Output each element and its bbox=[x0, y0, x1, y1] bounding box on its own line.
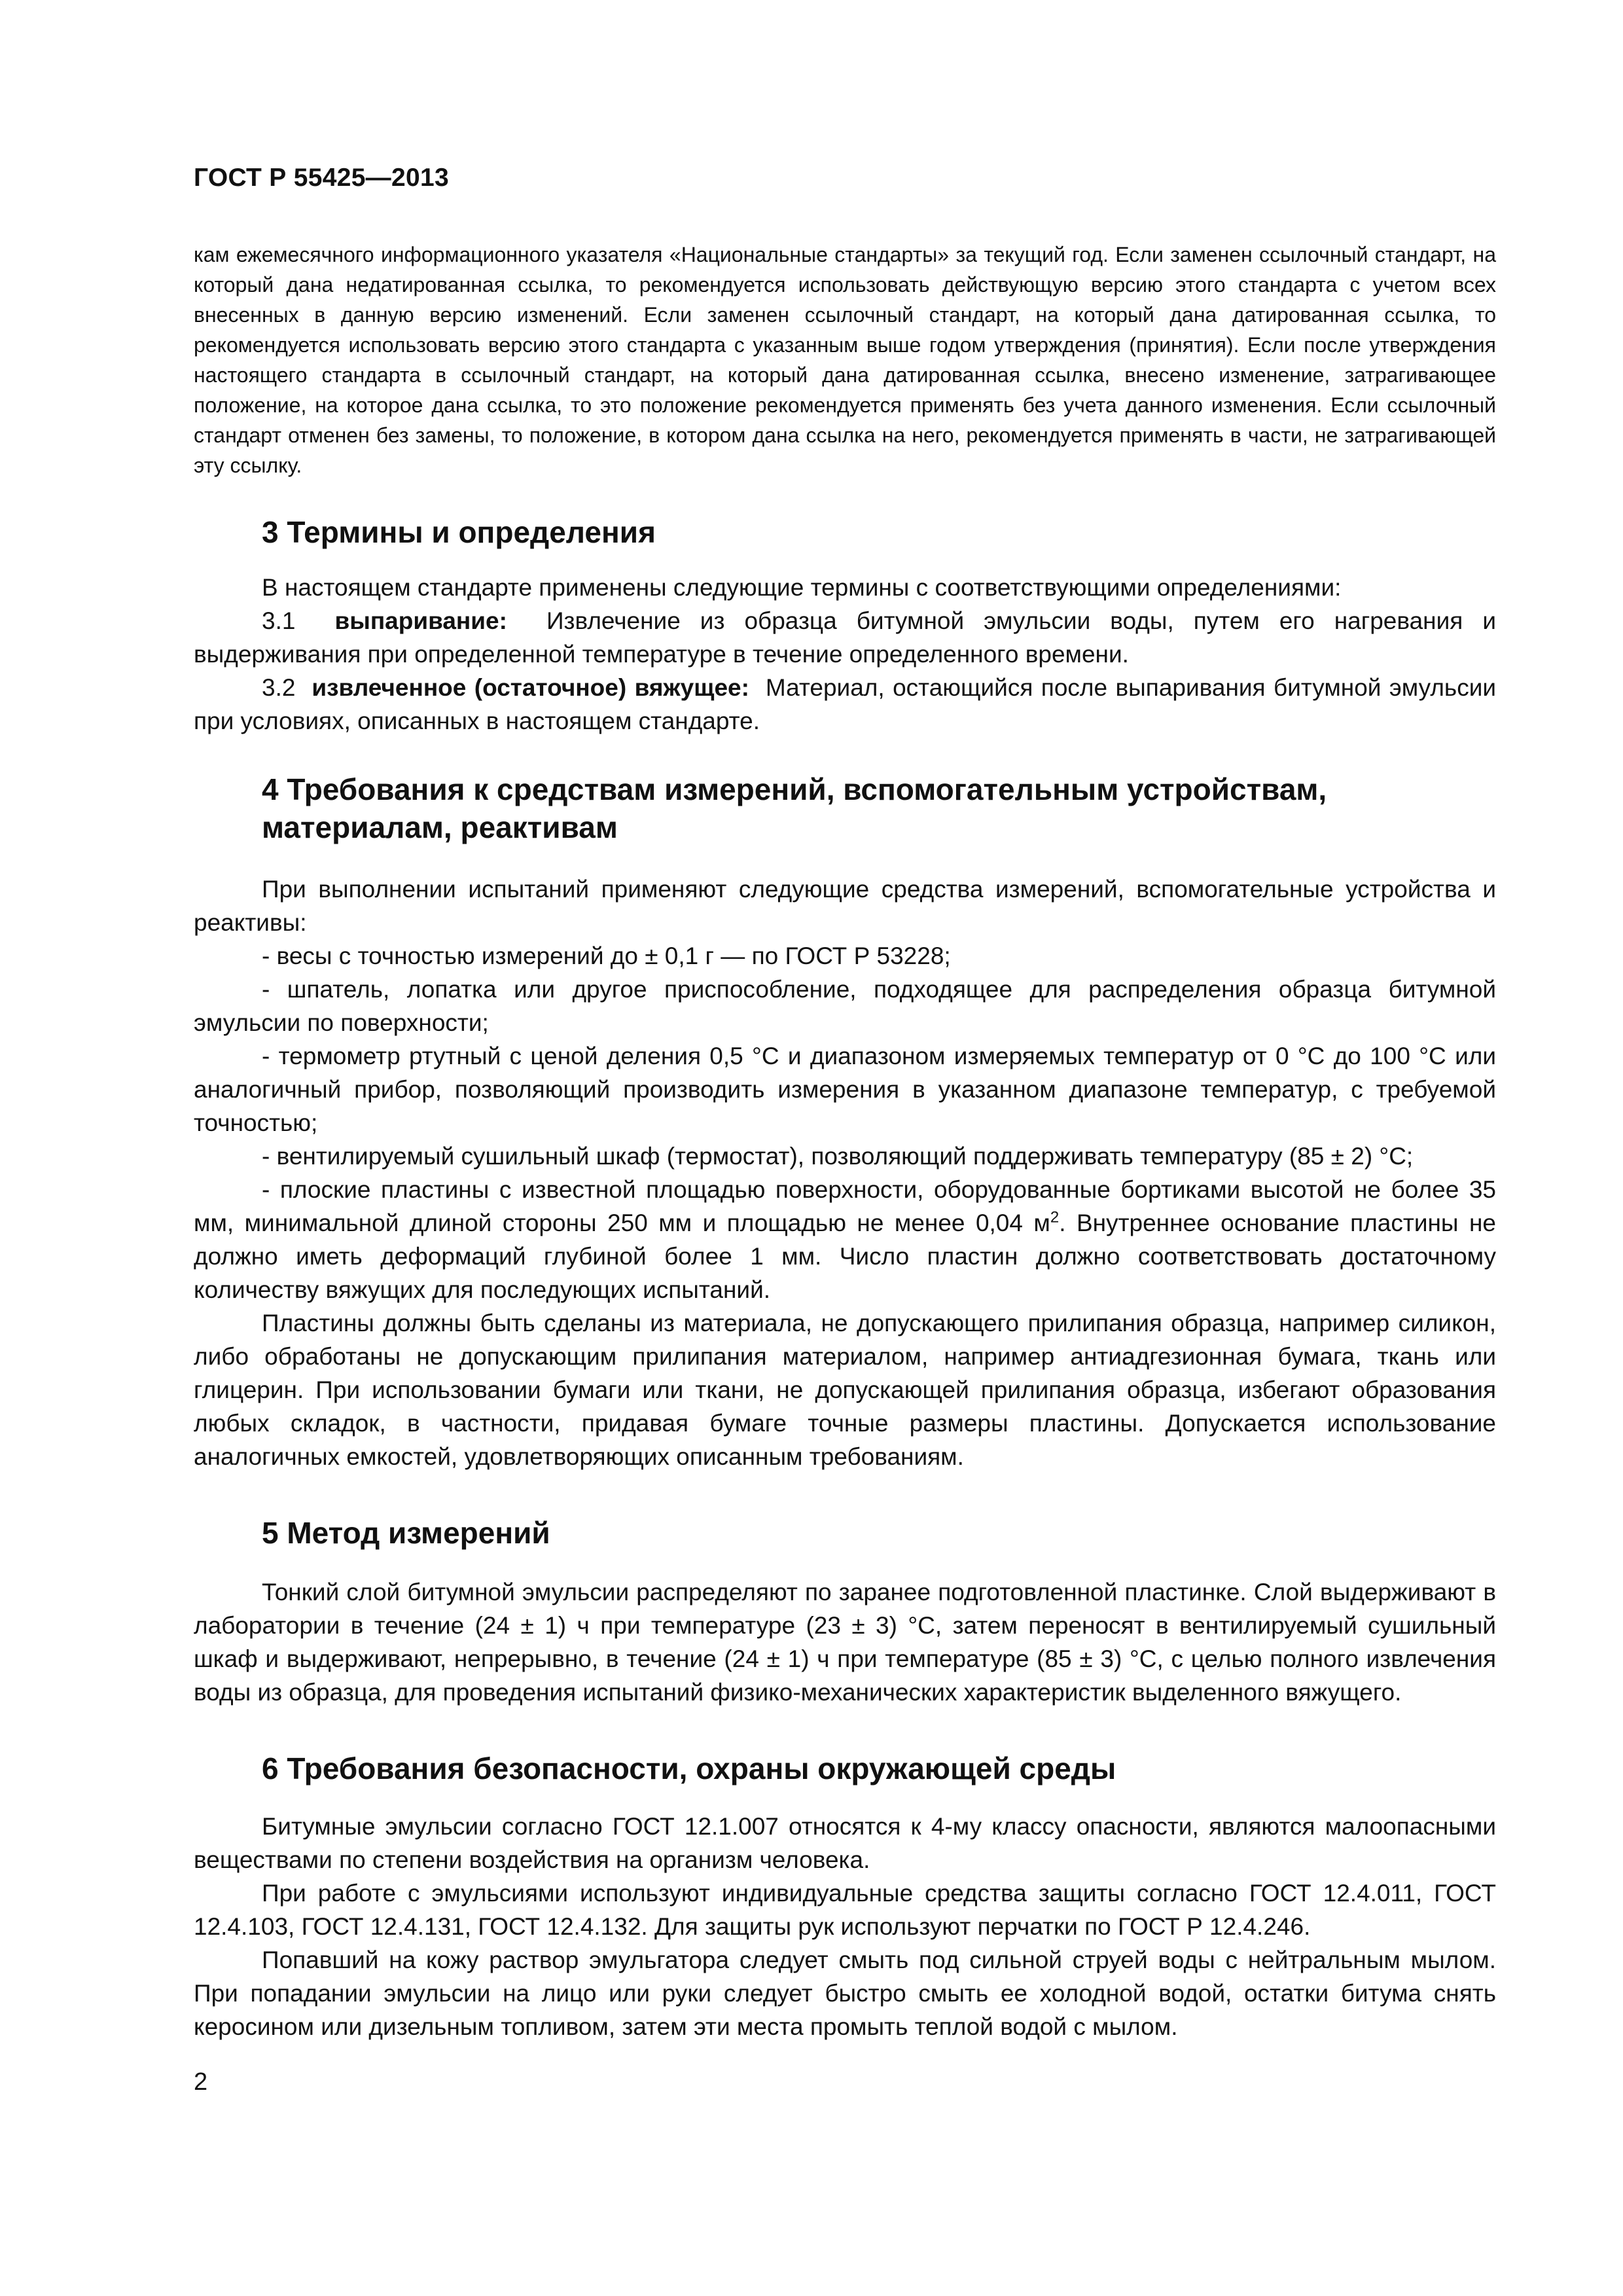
page-content bbox=[194, 240, 1496, 2043]
section-6-paragraph-3: Попавший на кожу раствор эмульгатора следует смыть под сильной струей воды с нейтральным мылом. При попадании эмульсии на лицо или руки следует быстро смыть ее холодной водой, остатки битума снять керосином или дизельным топливом, затем эти места промыть теплой водой с мылом. bbox=[194, 1946, 1496, 2040]
section-4-paragraph-2: Пластины должны быть сделаны из материала, не допускающего прилипания образца, например силикон, либо обработаны не допускающим прилипания материалом, например антиадгезионная бумага, ткань или глицерин. При использовании бумаги или ткани, не допускающей прилипания образца, избегают образования любых складок, в частности, придавая бумаге точные размеры пластины. Допускается использование аналогичных емкостей, удовлетворяющих описанным требованиям. bbox=[194, 1310, 1496, 1470]
list-item-plates-text-b: . Внутреннее основание пластины не должно иметь деформаций глубиной более 1 мм. Число пластин должно соответствовать достаточному количеству вяжущих для последующих испытаний. bbox=[194, 1210, 1496, 1303]
list-item-oven: - вентилируемый сушильный шкаф (термостат), позволяющий поддерживать температуру (85 ± 2) °С; bbox=[262, 1143, 1414, 1170]
document-header: ГОСТ Р 55425—2013 bbox=[194, 164, 449, 192]
section-3-paragraph-1: В настоящем стандарте применены следующие термины с соответствующими определениями: bbox=[262, 574, 1342, 601]
section-6-heading: 6 Требования безопасности, охраны окружающей среды bbox=[262, 1751, 1116, 1785]
list-item-thermometer: - термометр ртутный с ценой деления 0,5 °С и диапазоном измеряемых температур от 0 °С до 100 °С или аналогичный прибор, позволяющий производить измерения в указанном диапазоне температур, с требуемой точностью; bbox=[194, 1043, 1496, 1136]
list-item-spatula: - шпатель, лопатка или другое приспособление, подходящее для распределения образца битумной эмульсии по поверхности; bbox=[194, 976, 1496, 1036]
section-4-heading: 4 Требования к средствам измерений, вспомогательным устройствам, материалам, реактивам bbox=[262, 772, 1327, 844]
list-item-scales: - весы с точностью измерений до ± 0,1 г — по ГОСТ Р 53228; bbox=[262, 942, 951, 969]
section-5-paragraph-1: Тонкий слой битумной эмульсии распределяют по заранее подготовленной пластинке. Слой выдерживают в лаборатории в течение (24 ± 1) ч при температуре (23 ± 3) °С, затем переносят в вентилируемый сушильный шкаф и выдерживают, непрерывно, в течение (24 ± 1) ч при температуре (85 ± 3) °С, с целью полного извлечения воды из образца, для проведения испытаний физико-механических характеристик выделенного вяжущего. bbox=[194, 1579, 1496, 1706]
term-3-2-term: извлеченное (остаточное) вяжущее: bbox=[312, 674, 749, 701]
section-3-heading: 3 Термины и определения bbox=[262, 515, 656, 549]
term-3-1-definition: Извлечение из образца битумной эмульсии воды, путем его нагревания и выдерживания при определенной температуре в течение определенного времени. bbox=[194, 607, 1496, 668]
term-3-2-number: 3.2 bbox=[262, 674, 296, 701]
section-5-heading: 5 Метод измерений bbox=[262, 1516, 550, 1550]
section-4-paragraph-1: При выполнении испытаний применяют следующие средства измерений, вспомогательные устройства и реактивы: bbox=[194, 876, 1496, 936]
section-6-paragraph-1: Битумные эмульсии согласно ГОСТ 12.1.007 относятся к 4-му классу опасности, являются малоопасными веществами по степени воздействия на организм человека. bbox=[194, 1813, 1496, 1873]
term-3-2-definition: Материал, остающийся после выпаривания битумной эмульсии при условиях, описанных в настоящем стандарте. bbox=[194, 674, 1497, 734]
section-6-paragraph-2: При работе с эмульсиями используют индивидуальные средства защиты согласно ГОСТ 12.4.011, ГОСТ 12.4.103, ГОСТ 12.4.131, ГОСТ 12.4.132. Для защиты рук используют перчатки по ГОСТ Р 12.4.246. bbox=[194, 1880, 1496, 1940]
page-number: 2 bbox=[194, 2068, 208, 2096]
term-3-1-term: выпаривание: bbox=[334, 607, 507, 634]
term-3-1 bbox=[194, 604, 1496, 671]
list-item-plates-text-a: - плоские пластины с известной площадью поверхности, оборудованные бортиками высотой не более 35 мм, минимальной длиной стороны 250 мм и площадью не менее 0,04 м bbox=[194, 1176, 1496, 1236]
term-3-1-number: 3.1 bbox=[262, 607, 296, 634]
list-item-plates bbox=[194, 1173, 1496, 1306]
intro-paragraph: кам ежемесячного информационного указателя «Национальные стандарты» за текущий год. Если заменен ссылочный стандарт, на который дана недатированная ссылка, то рекомендуется использовать действующую версию этого стандарта с учетом всех внесенных в данную версию изменений. Если заменен ссылочный стандарт, на который дана датированная ссылка, то рекомендуется использовать версию этого стандарта с указанным выше годом утверждения (принятия). Если после утверждения настоящего стандарта в ссылочный стандарт, на который дана датированная ссылка, внесено изменение, затрагивающее положение, на которое дана ссылка, то это положение рекомендуется применять без учета данного изменения. Если ссылочный стандарт отменен без замены, то положение, в котором дана ссылка на него, рекомендуется применять в части, не затрагивающей эту ссылку. bbox=[194, 243, 1496, 477]
term-3-2 bbox=[194, 671, 1496, 738]
superscript: 2 bbox=[1050, 1208, 1060, 1227]
